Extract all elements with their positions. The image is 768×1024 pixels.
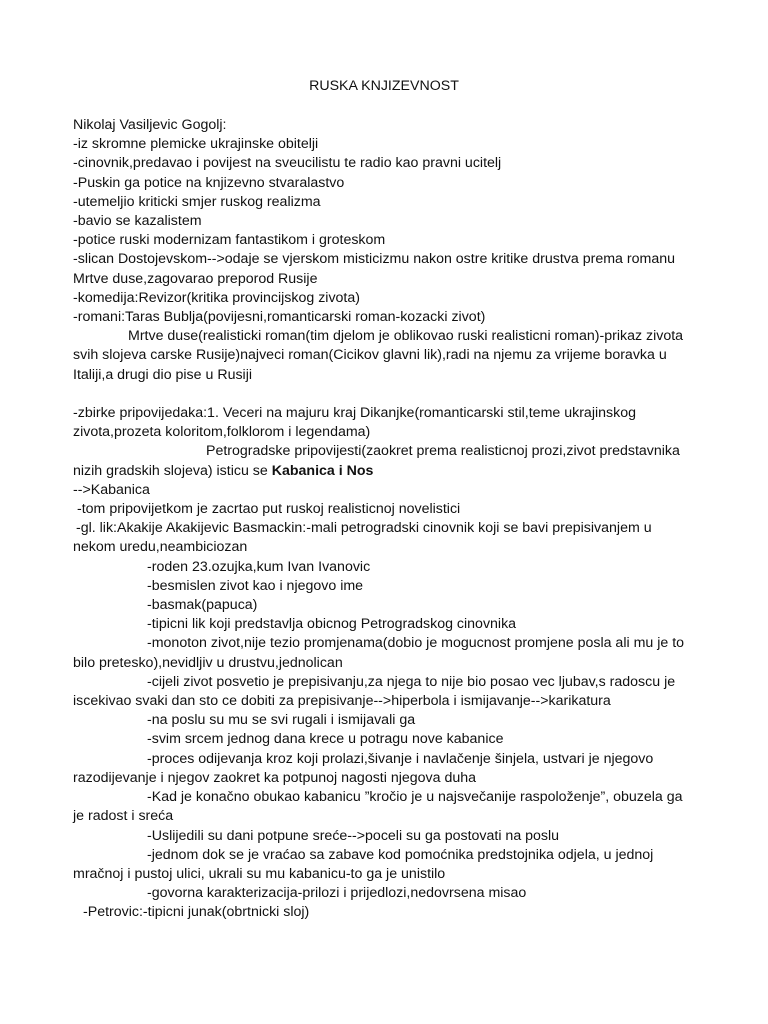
list-item: -basmak(papuca) <box>147 597 258 614</box>
list-item: -monoton zivot,nije tezio promjenama(dobio je mogucnost promjene posla ali mu je to <box>147 635 685 652</box>
paragraph-line: -Petrovic:-tipicni junak(obrtnicki sloj) <box>83 904 310 921</box>
paragraph-line: bilo pretesko),nevidljiv u drustvu,jednolican <box>73 654 343 671</box>
list-item: -svim srcem jednog dana krece u potragu nove kabanice <box>147 731 504 748</box>
paragraph-line: -slican Dostojevskom-->odaje se vjerskom misticizmu nakon ostre kritike drustva prema romanu <box>73 251 675 268</box>
list-item: -Uslijedili su dani potpune sreće-->poceli su ga postovati na poslu <box>147 827 560 844</box>
document-body <box>73 116 691 923</box>
subsection-heading-kabanica: -->Kabanica <box>73 481 150 498</box>
paragraph-line: -komedija:Revizor(kritika provincijskog zivota) <box>73 289 360 306</box>
paragraph-line: -iz skromne plemicke ukrajinske obitelji <box>73 136 319 153</box>
list-item: -besmislen zivot kao i njegovo ime <box>147 577 364 594</box>
paragraph-line: iscekivao svaki dan sto ce dobiti za prepisivanje-->hiperbola i ismijavanje-->karikatura <box>73 693 611 710</box>
paragraph-line: -cinovnik,predavao i povijest na sveucilistu te radio kao pravni ucitelj <box>73 155 502 172</box>
page-title: RUSKA KNJIZEVNOST <box>309 78 459 94</box>
paragraph-line: Mrtve duse(realisticki roman(tim djelom je oblikovao ruski realisticni roman)-prikaz zivota <box>128 328 684 345</box>
paragraph-line: -Puskin ga potice na knjizevno stvaralastvo <box>73 174 345 191</box>
list-item: -roden 23.ozujka,kum Ivan Ivanovic <box>147 558 371 575</box>
paragraph-line: -zbirke pripovijedaka:1. Veceri na majuru kraj Dikanjke(romanticarski stil,teme ukrajinskog <box>73 405 636 422</box>
paragraph-line: je radost i sreća <box>73 808 174 825</box>
paragraph-line: -gl. lik:Akakije Akakijevic Basmackin:-mali petrogradski cinovnik koji se bavi prepisivanjem u <box>76 520 652 537</box>
paragraph-line: Mrtve duse,zagovarao preporod Rusije <box>73 270 318 287</box>
paragraph-line: -utemeljio kriticki smjer ruskog realizma <box>73 193 321 210</box>
paragraph-line: svih slojeva carske Rusije)najveci roman(Cicikov glavni lik),radi na njemu za vrijeme boravka u <box>73 347 667 364</box>
paragraph-line: -tom pripovijetkom je zacrtao put ruskoj realisticnoj novelistici <box>77 501 461 518</box>
paragraph-line: -romani:Taras Bublja(povijesni,romanticarski roman-kozacki zivot) <box>73 309 486 326</box>
list-item: -jednom dok se je vraćao sa zabave kod pomoćnika predstojnika odjela, u jednoj <box>147 846 654 863</box>
list-item: -cijeli zivot posvetio je prepisivanju,za njega to nije bio posao vec ljubav,s radoscu je <box>147 673 676 690</box>
paragraph-line: mračnoj i pustoj ulici, ukrali su mu kabanicu-to ga je unistilo <box>73 865 446 882</box>
paragraph-text: nizih gradskih slojeva) isticu se <box>73 462 272 479</box>
paragraph-line: Italiji,a drugi dio pise u Rusiji <box>73 366 253 383</box>
section-heading-gogolj: Nikolaj Vasiljevic Gogolj: <box>73 117 227 133</box>
list-item: -Kad je konačno obukao kabanicu ”kročio je u najsvečanije raspoloženje”, obuzela ga <box>147 789 683 806</box>
list-item: -proces odijevanja kroz koji prolazi,šivanje i navlačenje šinjela, ustvari je njegovo <box>147 750 654 767</box>
paragraph-line: -bavio se kazalistem <box>73 213 202 230</box>
paragraph-line: razodijevanje i njegov zaokret ka potpunoj nagosti njegova duha <box>73 769 477 786</box>
blank-line <box>73 385 691 404</box>
list-item: -na poslu su mu se svi rugali i ismijavali ga <box>147 712 416 729</box>
bold-text: Kabanica i Nos <box>271 462 374 479</box>
paragraph-line: zivota,prozeta koloritom,folklorom i legendama) <box>73 424 371 441</box>
paragraph-line <box>73 462 691 481</box>
paragraph-line: Petrogradske pripovijesti(zaokret prema realisticnoj prozi,zivot predstavnika <box>206 443 680 460</box>
list-item: -govorna karakterizacija-prilozi i prijedlozi,nedovrsena misao <box>147 885 527 902</box>
list-item: -tipicni lik koji predstavlja obicnog Petrogradskog cinovnika <box>147 616 517 633</box>
paragraph-line: -potice ruski modernizam fantastikom i groteskom <box>73 232 386 249</box>
paragraph-line: nekom uredu,neambiciozan <box>73 539 248 556</box>
